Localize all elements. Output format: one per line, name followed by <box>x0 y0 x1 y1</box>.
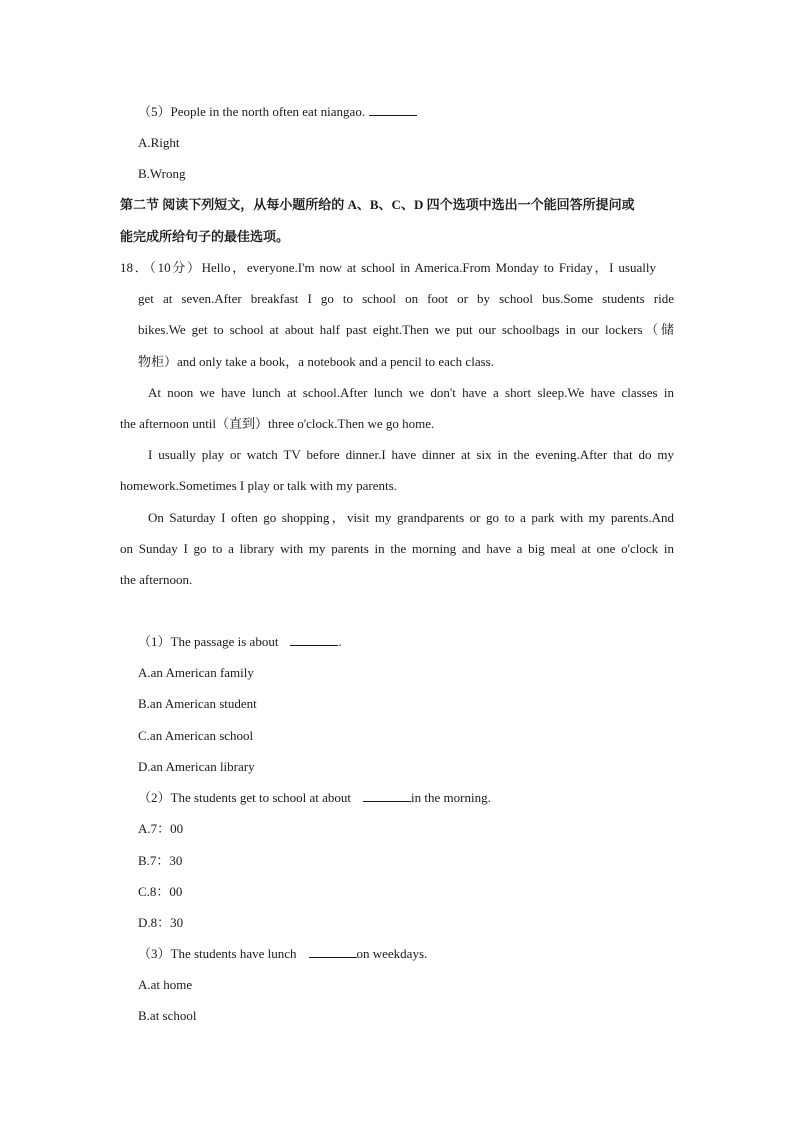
question-3-stem: （3）The students have lunch on weekdays. <box>138 946 428 961</box>
answer-blank <box>309 946 357 958</box>
question-2-stem: （2）The students get to school at about in the morning. <box>138 790 491 805</box>
passage-line-4: 物柜）and only take a book，a notebook and a pencil to each class. <box>138 354 494 369</box>
passage-line-3: bikes.We get to school at about half past eight.Then we put our schoolbags in our lockers（储 <box>138 322 674 337</box>
option-a: A.7：00 <box>138 821 184 836</box>
answer-blank <box>290 634 338 646</box>
passage-line-9: On Saturday I often go shopping，visit my grandparents or go to a park with my parents.And <box>148 510 674 525</box>
option-b: B.an American student <box>138 696 257 711</box>
question-5-stem: （5）People in the north often eat niangao. <box>138 103 417 121</box>
option-b: B.Wrong <box>138 166 186 181</box>
passage-line-6: the afternoon until（直到）three o'clock.Then we go home. <box>120 416 435 431</box>
option-d: D.8：30 <box>138 915 184 930</box>
passage-line-2: get at seven.After breakfast I go to school on foot or by school bus.Some students ride <box>138 291 674 306</box>
section-heading-line-1: 第二节 阅读下列短文，从每小题所给的 A、B、C、D 四个选项中选出一个能回答所提问或 <box>120 197 635 212</box>
option-b: B.at school <box>138 1008 197 1023</box>
answer-blank <box>363 790 411 802</box>
option-a: A.Right <box>138 135 180 150</box>
option-c: C.8：00 <box>138 884 183 899</box>
section-heading-line-2: 能完成所给句子的最佳选项。 <box>120 229 290 244</box>
passage-line-8: homework.Sometimes I play or talk with my parents. <box>120 478 397 493</box>
option-d: D.an American library <box>138 759 255 774</box>
passage-line-5: At noon we have lunch at school.After lunch we don't have a short sleep.We have classes in <box>148 385 674 400</box>
passage-line-11: the afternoon. <box>120 572 193 587</box>
option-b: B.7：30 <box>138 853 183 868</box>
option-a: A.at home <box>138 977 193 992</box>
passage-line-10: on Sunday I go to a library with my parents in the morning and have a big meal at one o'clock in <box>120 541 674 556</box>
passage-line-1: 18．（10分）Hello，everyone.I'm now at school in America.From Monday to Friday，I usually <box>120 260 656 275</box>
option-c: C.an American school <box>138 728 254 743</box>
passage-line-7: I usually play or watch TV before dinner.I have dinner at six in the evening.After that do my <box>148 447 674 462</box>
question-1-stem: （1）The passage is about . <box>138 634 342 649</box>
answer-blank <box>369 104 417 116</box>
option-a: A.an American family <box>138 665 254 680</box>
